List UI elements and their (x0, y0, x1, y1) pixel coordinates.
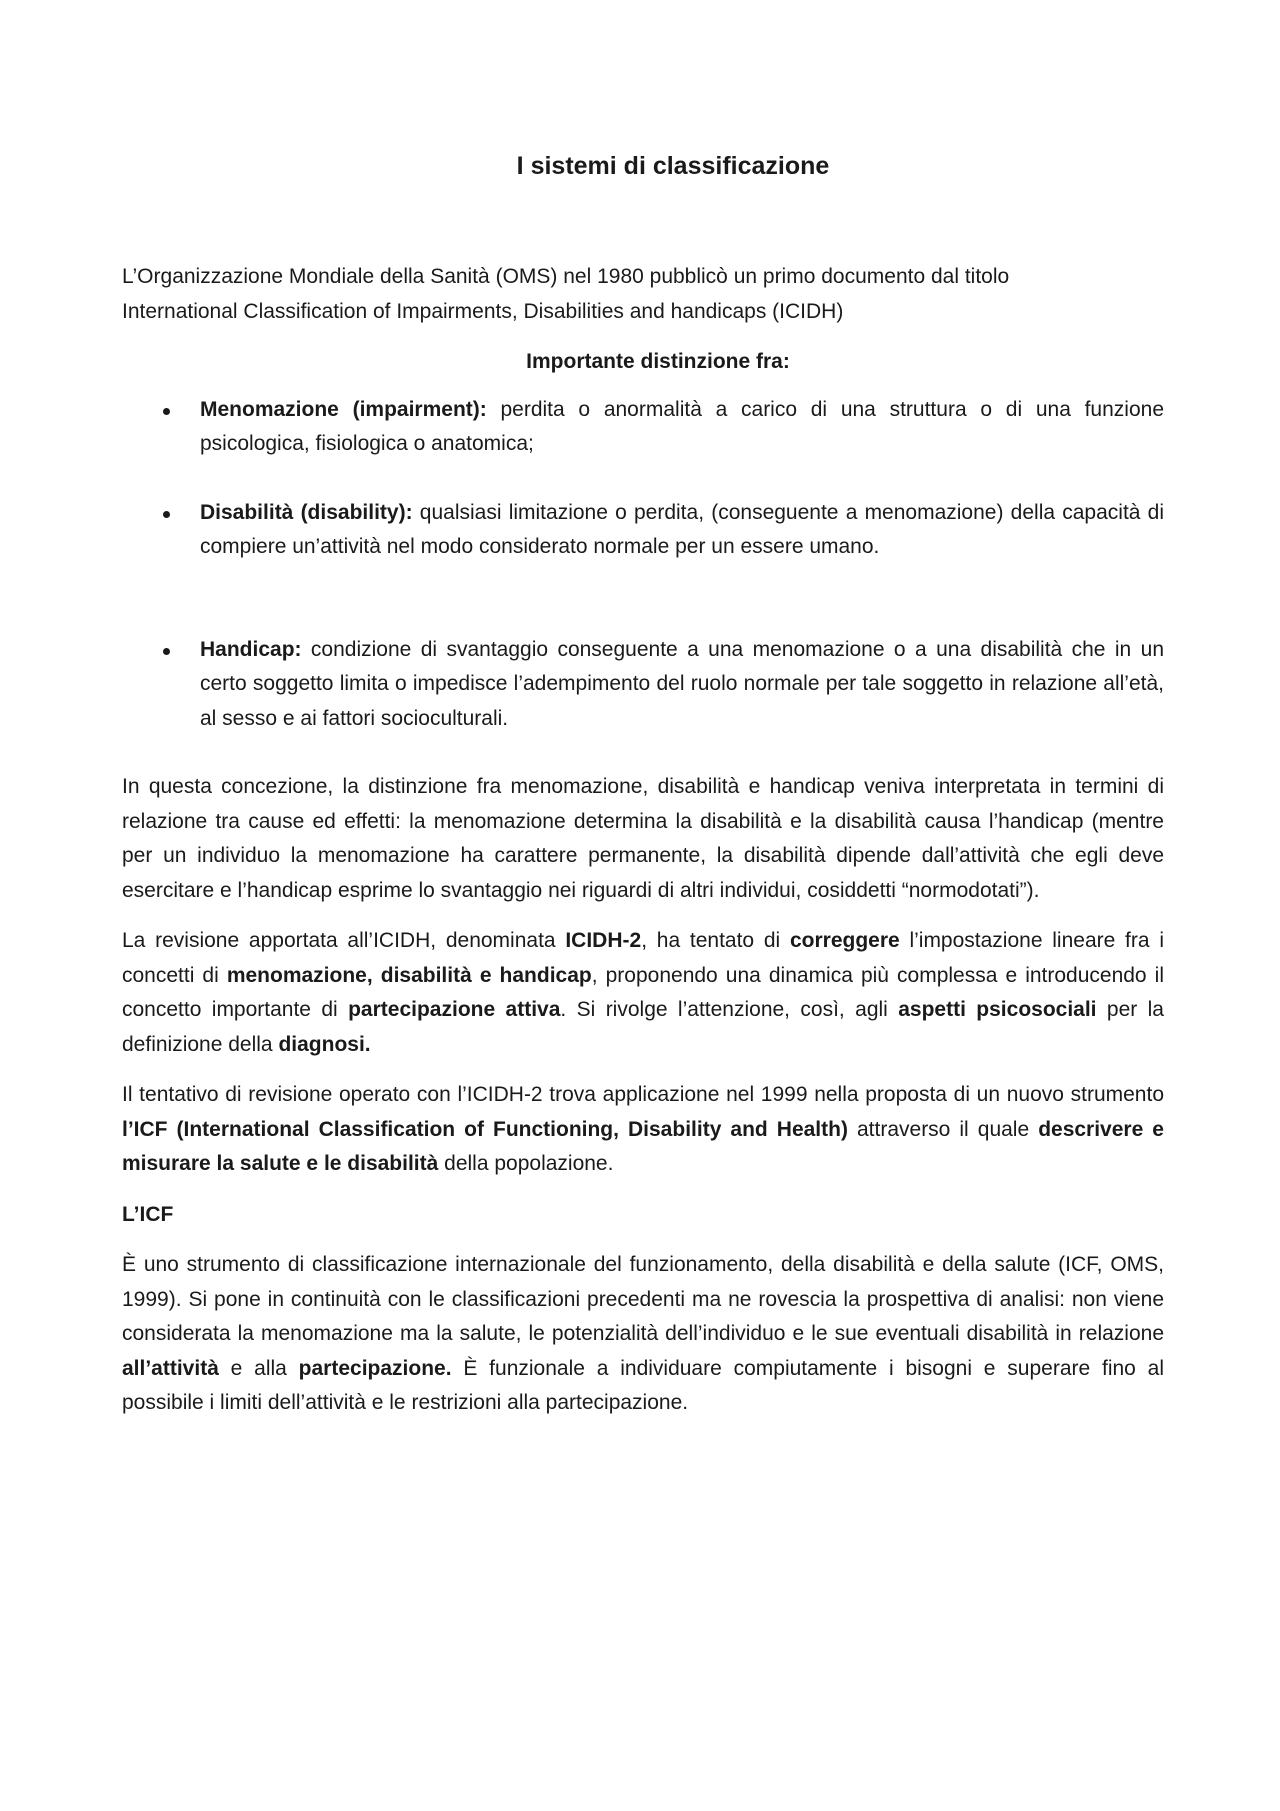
bold-run: l’ICF (International Classification of Functioning, Disability and Health) (122, 1117, 848, 1141)
icf-intro-paragraph (122, 1078, 1164, 1182)
bold-run: correggere (789, 929, 900, 952)
bold-run: diagnosi. (278, 1032, 371, 1056)
bold-run: partecipazione attiva (348, 998, 561, 1021)
text-run: Il tentativo di revisione operato con l’ICIDH-2 trova applicazione nel 1999 nella proposta di un nuovo strumento (122, 1083, 1164, 1106)
bullet-icon (163, 648, 170, 655)
definition-handicap: condizione di svantaggio conseguente a una menomazione o a una disabilità che in un certo soggetto limita o impedisce l’adempimento del ruolo normale per tale soggetto in relazione all’età, al sesso e ai fattori socioculturali. (200, 637, 1164, 730)
term-menomazione: Menomazione (impairment): (200, 397, 487, 421)
bullet-icon (163, 408, 170, 415)
list-item-menomazione (122, 393, 1164, 462)
icf-description-paragraph (122, 1248, 1164, 1421)
definitions-list (122, 393, 1164, 737)
term-handicap: Handicap: (200, 637, 302, 661)
text-run: , proponendo una dinamica più complessa e introducendo il concetto importante di (122, 963, 1164, 1021)
text-run: e alla (218, 1356, 299, 1380)
definition-menomazione: perdita o anormalità a carico di una struttura o di una funzione psicologica, fisiologica o anatomica; (200, 397, 1164, 455)
distinction-subheading: Importante distinzione fra: (526, 350, 790, 373)
term-disabilita: Disabilità (disability): (200, 500, 413, 524)
bold-run: menomazione, disabilità e handicap (226, 963, 592, 987)
icf-heading: L’ICF (122, 1202, 174, 1226)
text-run: . Si rivolge l’attenzione, così, agli (560, 998, 899, 1021)
intro-line-1: L’Organizzazione Mondiale della Sanità (OMS) nel 1980 pubblicò un primo documento dal titolo (122, 265, 1010, 288)
list-item-disabilita (122, 496, 1164, 565)
text-run: l’impostazione lineare fra i concetti di (122, 929, 1164, 987)
bold-run: descrivere e misurare la salute e le disabilità (122, 1117, 1164, 1175)
bold-run: all’attività (122, 1356, 219, 1380)
text-run: La revisione apportata all’ICIDH, denominata (122, 929, 566, 952)
text-run: per la definizione della (122, 998, 1164, 1056)
text-run: della popolazione. (438, 1152, 614, 1175)
text-run: , ha tentato di (641, 929, 790, 952)
bold-run: aspetti psicosociali (898, 998, 1097, 1021)
document-title: I sistemi di classificazione (516, 152, 830, 180)
intro-line-2: International Classification of Impairments, Disabilities and handicaps (ICIDH) (122, 299, 844, 323)
list-item-handicap (122, 633, 1164, 737)
bold-run: partecipazione. (298, 1356, 452, 1380)
text-run: È funzionale a individuare compiutamente i bisogni e superare fino al possibile i limiti dell’attività e le restrizioni alla partecipazione. (122, 1356, 1164, 1414)
intro-paragraph (122, 260, 1164, 329)
bold-run: ICIDH-2 (565, 929, 642, 952)
text-run: È uno strumento di classificazione internazionale del funzionamento, della disabilità e della salute (ICF, OMS, 1999). Si pone in continuità con le classificazioni precedenti ma ne rovescia la prospettiva di analisi: non viene considerata la menomazione ma la salute, le potenzialità dell’individuo e le sue eventuali disabilità in relazione (122, 1253, 1164, 1345)
text-run: attraverso il quale (847, 1117, 1039, 1141)
concept-paragraph: In questa concezione, la distinzione fra menomazione, disabilità e handicap veniva interpretata in termini di relazione tra cause ed effetti: la menomazione determina la disabilità e la disabilità causa l’handicap (mentre per un individuo la menomazione ha carattere permanente, la disabilità dipende dall’attività che egli deve esercitare e l’handicap esprime lo svantaggio nei riguardi di altri individui, cosiddetti “normodotati”). (122, 775, 1164, 902)
definition-disabilita: qualsiasi limitazione o perdita, (conseguente a menomazione) della capacità di compiere un’attività nel modo considerato normale per un essere umano. (200, 500, 1165, 558)
icidh2-paragraph (122, 924, 1164, 1062)
bullet-icon (163, 511, 170, 518)
